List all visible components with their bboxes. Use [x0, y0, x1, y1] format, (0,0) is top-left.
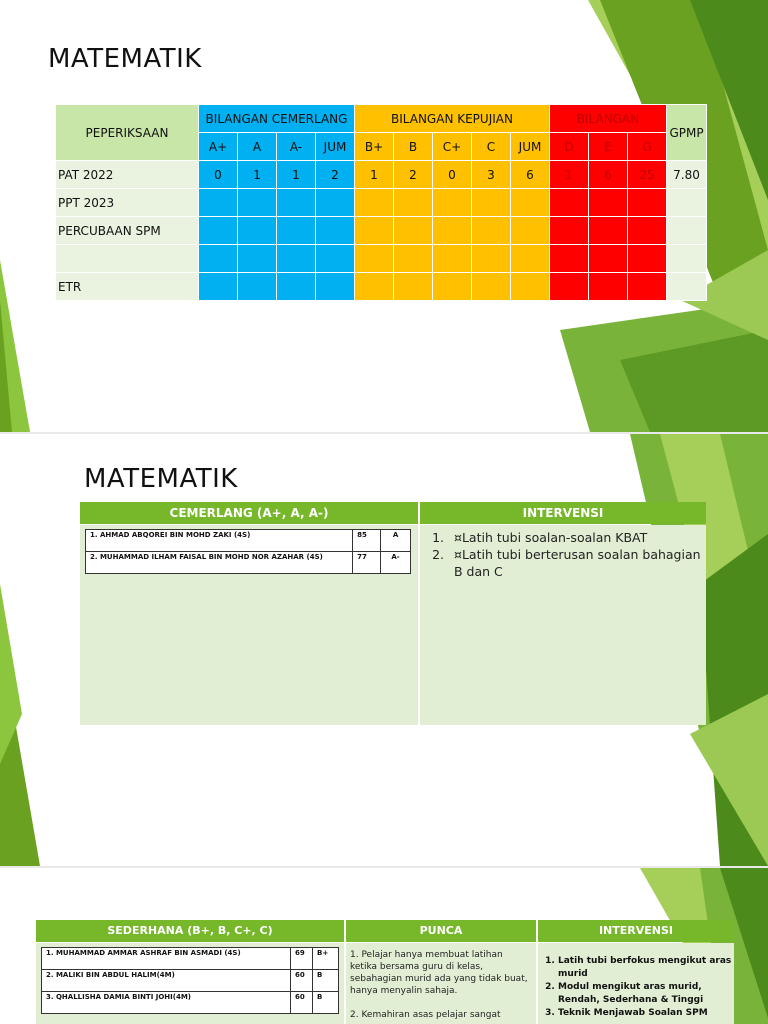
cemerlang-table	[80, 502, 706, 726]
row-label: PAT 2022	[56, 161, 199, 189]
cell-value: 6	[589, 161, 628, 189]
student-name: 1. MUHAMMAD AMMAR ASHRAF BIN ASMADI (4S)	[42, 948, 291, 970]
header-cemerlang: CEMERLANG (A+, A, A-)	[80, 502, 418, 524]
student-grade: B	[313, 992, 339, 1014]
table-row	[42, 948, 339, 970]
list-item: 1. ¤Latih tubi soalan-soalan KBAT	[448, 529, 706, 546]
cell-value: 6	[511, 161, 550, 189]
subheader-d: D	[550, 133, 589, 161]
subheader-a-minus: A-	[277, 133, 316, 161]
cell-value: 1	[550, 161, 589, 189]
intervensi-list	[544, 955, 734, 1020]
cell-value: 2	[394, 161, 433, 189]
header-intervensi: INTERVENSI	[538, 920, 734, 942]
subheader-e: E	[589, 133, 628, 161]
table-row	[56, 245, 707, 273]
header-punca: PUNCA	[346, 920, 536, 942]
intervensi-cell	[420, 525, 706, 725]
subheader-b: B	[394, 133, 433, 161]
punca-item: 2. Kemahiran asas pelajar sangat	[350, 1010, 501, 1020]
cemerlang-cell	[80, 525, 418, 725]
subheader-g: G	[628, 133, 667, 161]
punca-cell	[346, 943, 536, 1024]
subheader-jum-kepujian: JUM	[511, 133, 550, 161]
student-grade: A-	[381, 552, 411, 574]
cell-value: 1	[238, 161, 277, 189]
cell-value: 0	[199, 161, 238, 189]
student-mark: 60	[291, 970, 313, 992]
student-name: 3. QHALLISHA DAMIA BINTI JOHI(4M)	[42, 992, 291, 1014]
slide-title: MATEMATIK	[48, 44, 202, 74]
subheader-a-plus: A+	[199, 133, 238, 161]
student-list	[85, 529, 411, 574]
student-mark: 69	[291, 948, 313, 970]
header-sederhana: SEDERHANA (B+, B, C+, C)	[36, 920, 344, 942]
table-row	[56, 273, 707, 301]
slide-3	[0, 868, 768, 1024]
student-name: 2. MALIKI BIN ABDUL HALIM(4M)	[42, 970, 291, 992]
intervensi-cell	[538, 943, 734, 1024]
subheader-c-plus: C+	[433, 133, 472, 161]
list-item: 2. ¤Latih tubi berterusan soalan bahagian B dan C	[448, 546, 706, 580]
results-table	[55, 104, 707, 301]
table-row	[56, 161, 707, 189]
student-grade: B	[313, 970, 339, 992]
punca-item: 1. Pelajar hanya membuat latihan ketika bersama guru di kelas, sebahagian murid ada yang tidak buat, hanya menyalin sahaja.	[350, 950, 528, 996]
table-row	[86, 530, 411, 552]
student-mark: 85	[353, 530, 381, 552]
intervensi-list	[430, 529, 706, 580]
table-row	[42, 992, 339, 1014]
table-row	[86, 552, 411, 574]
subheader-c: C	[472, 133, 511, 161]
table-row	[42, 970, 339, 992]
table-row	[56, 217, 707, 245]
slide-title: MATEMATIK	[84, 464, 238, 494]
header-cemerlang: BILANGAN CEMERLANG	[199, 105, 355, 133]
header-intervensi: INTERVENSI	[420, 502, 706, 524]
cell-value: 25	[628, 161, 667, 189]
subheader-a: A	[238, 133, 277, 161]
cell-value: 0	[433, 161, 472, 189]
row-label: PERCUBAAN SPM	[56, 217, 199, 245]
list-item: 2. Modul mengikut aras murid, Rendah, Sederhana & Tinggi	[558, 981, 734, 1007]
list-item: 3. Teknik Menjawab Soalan SPM	[558, 1007, 734, 1020]
gpmp-value: 7.80	[667, 161, 707, 189]
cell-value: 1	[355, 161, 394, 189]
student-name: 2. MUHAMMAD ILHAM FAISAL BIN MOHD NOR AZAHAR (4S)	[86, 552, 353, 574]
slide-2	[0, 434, 768, 866]
subheader-b-plus: B+	[355, 133, 394, 161]
header-bilangan: BILANGAN	[550, 105, 667, 133]
cell-value: 2	[316, 161, 355, 189]
cell-value: 1	[277, 161, 316, 189]
row-label	[56, 245, 199, 273]
header-peperiksaan: PEPERIKSAAN	[56, 105, 199, 161]
punca-text	[350, 949, 530, 1024]
table-row	[56, 189, 707, 217]
student-mark: 77	[353, 552, 381, 574]
student-grade: A	[381, 530, 411, 552]
list-item: 1. Latih tubi berfokus mengikut aras murid	[558, 955, 734, 981]
header-gpmp: GPMP	[667, 105, 707, 161]
cell-value: 3	[472, 161, 511, 189]
slide-1	[0, 0, 768, 432]
student-mark: 60	[291, 992, 313, 1014]
subheader-jum-cemerlang: JUM	[316, 133, 355, 161]
row-label: ETR	[56, 273, 199, 301]
student-list	[41, 947, 339, 1014]
student-name: 1. AHMAD ABQOREI BIN MOHD ZAKI (4S)	[86, 530, 353, 552]
header-kepujian: BILANGAN KEPUJIAN	[355, 105, 550, 133]
row-label: PPT 2023	[56, 189, 199, 217]
sederhana-cell	[36, 943, 344, 1024]
student-grade: B+	[313, 948, 339, 970]
